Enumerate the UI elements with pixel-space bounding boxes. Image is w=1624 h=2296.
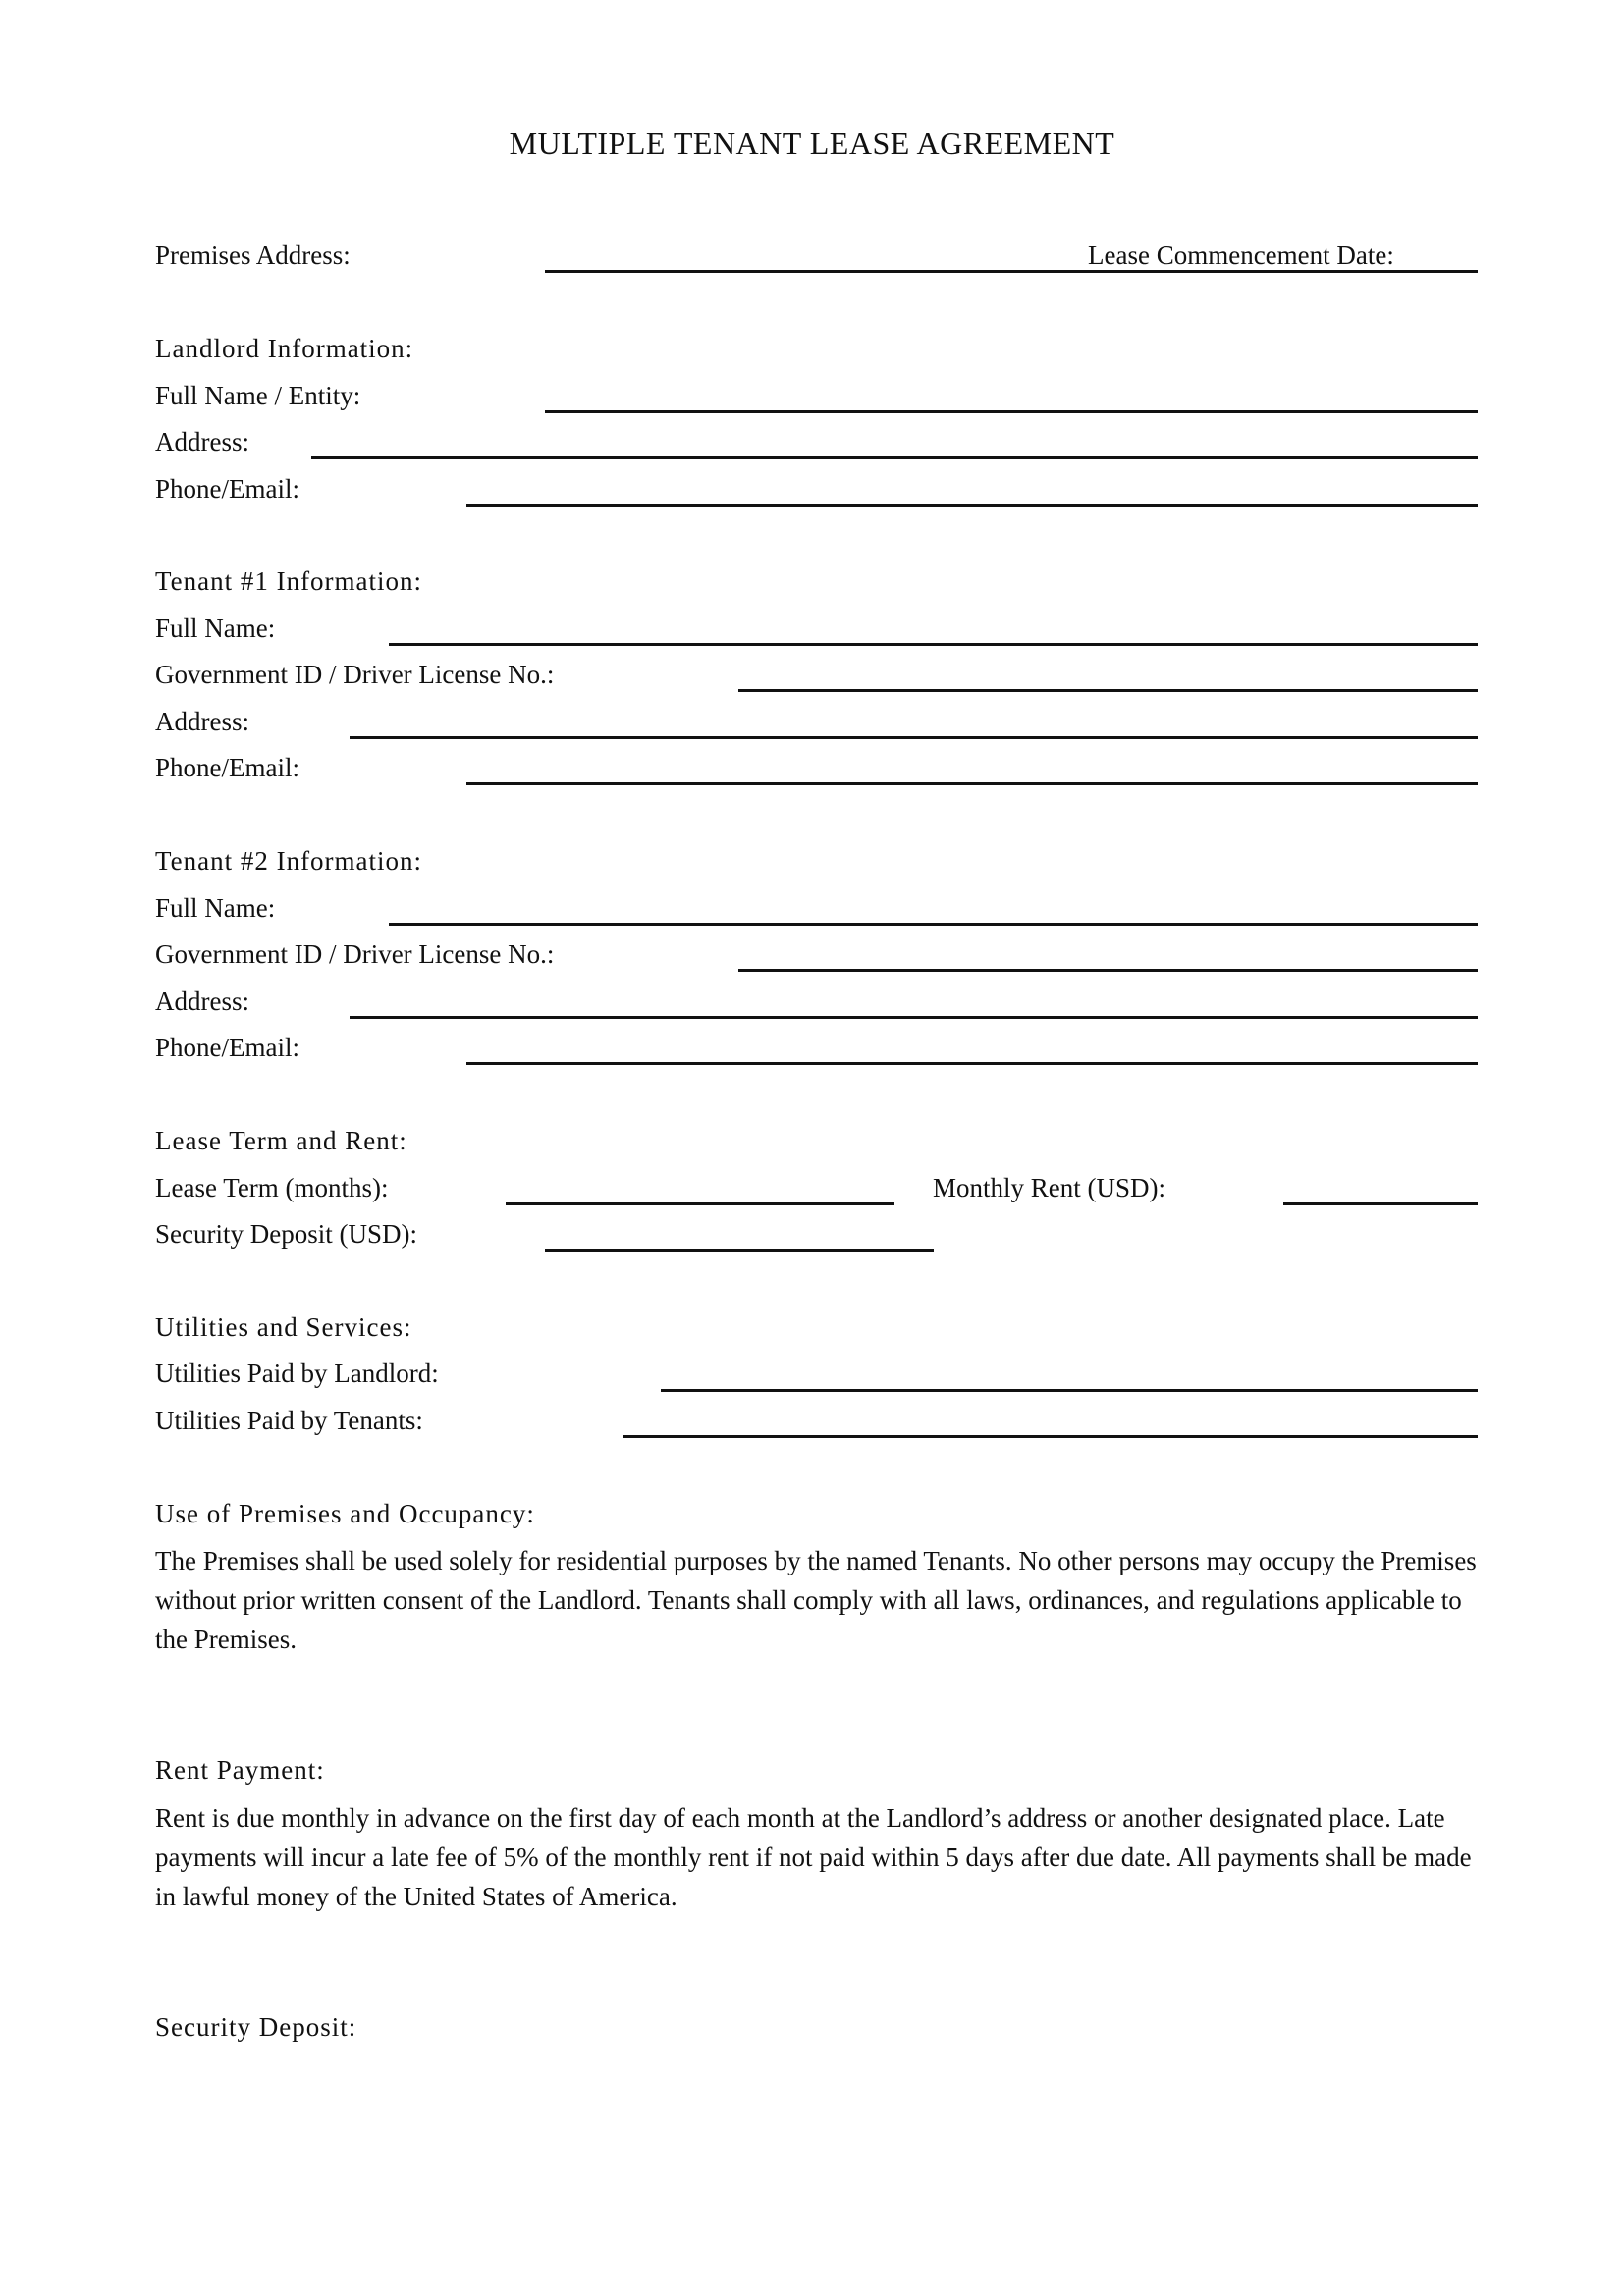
landlord-contact-field[interactable]: [466, 504, 1478, 507]
lease-heading: Lease Term and Rent:: [155, 1126, 407, 1155]
tenant2-contact-label: Phone/Email:: [155, 1033, 299, 1062]
lease-term-field[interactable]: [506, 1202, 894, 1205]
landlord-address-label: Address:: [155, 427, 249, 456]
tenant1-heading: Tenant #1 Information:: [155, 566, 423, 596]
utilities-landlord-label: Utilities Paid by Landlord:: [155, 1359, 439, 1388]
tenant1-contact-label: Phone/Email:: [155, 753, 299, 782]
tenant2-address-field[interactable]: [350, 1016, 1478, 1019]
tenant1-name-label: Full Name:: [155, 614, 276, 643]
utilities-heading: Utilities and Services:: [155, 1312, 412, 1342]
landlord-heading: Landlord Information:: [155, 334, 414, 363]
tenant1-id-label: Government ID / Driver License No.:: [155, 660, 555, 689]
security-deposit-amount-field[interactable]: [545, 1249, 934, 1252]
tenant2-heading: Tenant #2 Information:: [155, 846, 423, 876]
landlord-contact-label: Phone/Email:: [155, 474, 299, 504]
monthly-rent-label: Monthly Rent (USD):: [933, 1173, 1166, 1202]
tenant1-id-field[interactable]: [738, 689, 1478, 692]
tenant2-id-label: Government ID / Driver License No.:: [155, 939, 555, 969]
tenant2-name-label: Full Name:: [155, 893, 276, 923]
premises-address-label: Premises Address:: [155, 240, 351, 270]
tenant2-contact-field[interactable]: [466, 1062, 1478, 1065]
tenant2-name-field[interactable]: [389, 923, 1478, 926]
use-heading: Use of Premises and Occupancy:: [155, 1499, 535, 1528]
tenant2-address-label: Address:: [155, 987, 249, 1016]
security-deposit-amount-label: Security Deposit (USD):: [155, 1219, 417, 1249]
utilities-landlord-field[interactable]: [661, 1389, 1478, 1392]
monthly-rent-field[interactable]: [1283, 1202, 1478, 1205]
tenant1-name-field[interactable]: [389, 643, 1478, 646]
landlord-name-field[interactable]: [545, 410, 1478, 413]
landlord-name-label: Full Name / Entity:: [155, 381, 361, 410]
tenant1-address-field[interactable]: [350, 736, 1478, 739]
security-deposit-heading: Security Deposit:: [155, 2012, 357, 2042]
rent-payment-paragraph: Rent is due monthly in advance on the first day of each month at the Landlord’s address or another designated place. Late payments will incur a late fee of 5% of the monthly rent if not paid within 5 days after due date. All payments shall be made in lawful money of the United States of America.: [155, 1803, 1472, 1911]
rent-payment-heading: Rent Payment:: [155, 1755, 325, 1785]
landlord-address-field[interactable]: [311, 456, 1478, 459]
utilities-tenants-label: Utilities Paid by Tenants:: [155, 1406, 423, 1435]
document-title: MULTIPLE TENANT LEASE AGREEMENT: [509, 126, 1115, 161]
use-paragraph: The Premises shall be used solely for residential purposes by the named Tenants. No other persons may occupy the Premises without prior written consent of the Landlord. Tenants shall comply with all laws, ordinances, and regulations applicable to the Premises.: [155, 1546, 1477, 1654]
tenant1-address-label: Address:: [155, 707, 249, 736]
tenant2-id-field[interactable]: [738, 969, 1478, 972]
tenant1-contact-field[interactable]: [466, 782, 1478, 785]
utilities-tenants-field[interactable]: [623, 1435, 1478, 1438]
lease-term-label: Lease Term (months):: [155, 1173, 389, 1202]
lease-commencement-date-label: Lease Commencement Date:: [1088, 240, 1394, 270]
